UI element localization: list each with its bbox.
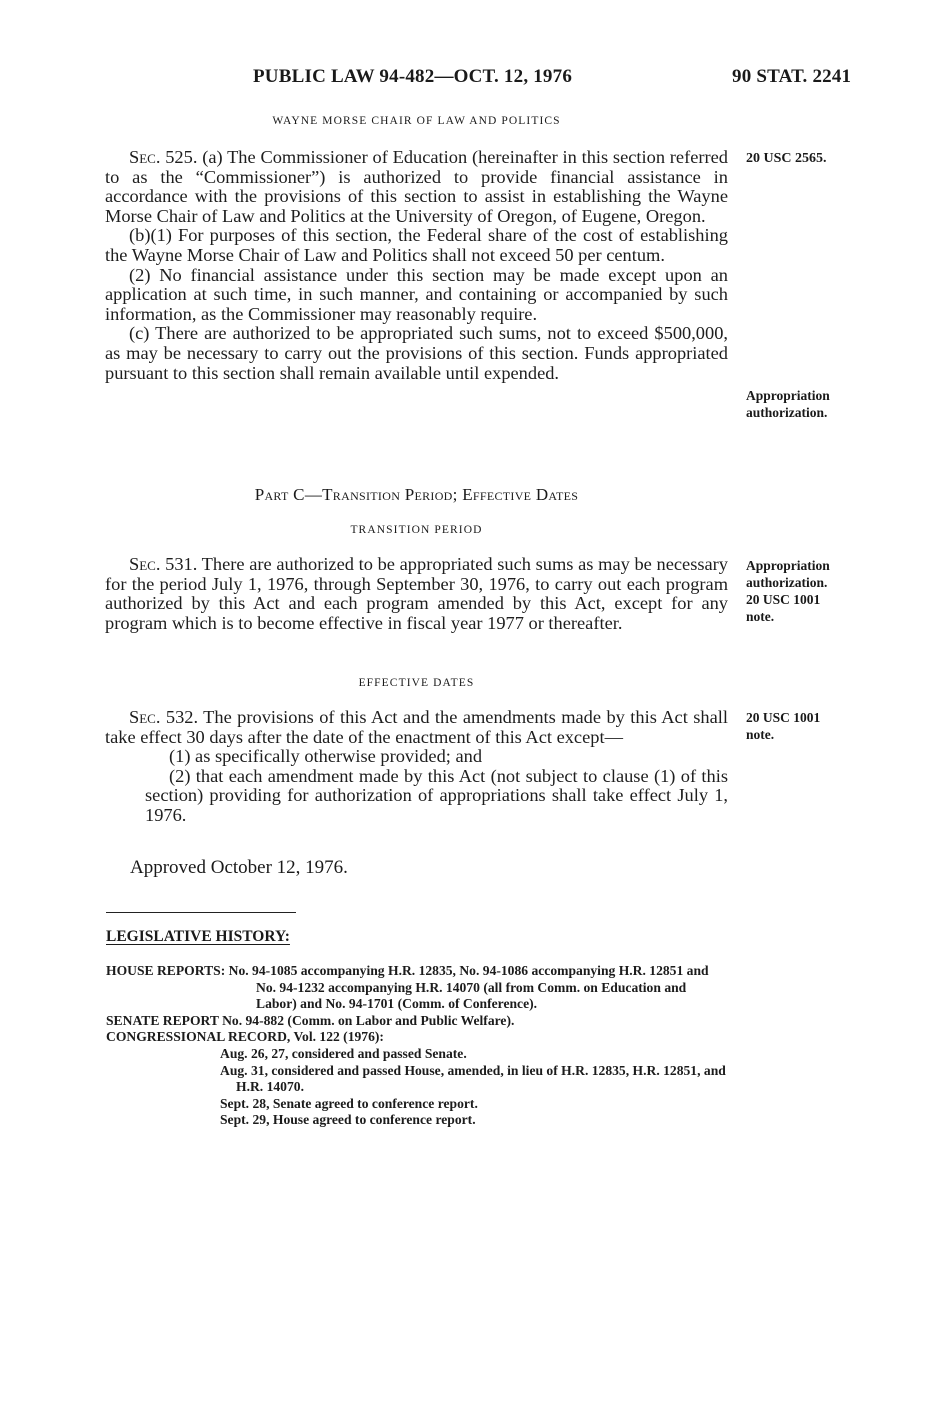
record-entry: Aug. 26, 27, considered and passed Senate. [220,1045,467,1061]
legislative-history-title: LEGISLATIVE HISTORY: [106,928,290,945]
page-header-title: PUBLIC LAW 94-482—OCT. 12, 1976 [253,66,573,87]
sec532-text: 532. The provisions of this Act and the amendments made by this Act shall take effect 30 days after the date of the enactment of this Act except— [105,707,728,747]
part-c-title: —Transition Period; Effective Dates [304,485,579,504]
sec531-body [105,555,728,633]
sec525-para-a-text: 525. (a) The Commissioner of Education (hereinafter in this section referred to as the “Commissioner”) is authorized to provide financial assistance in accordance with the provisions of this section to assist in establishing the Wayne Morse Chair of Law and Politics at the University of Oregon, of Eugene, Oregon. [105,147,728,226]
side-line: authorization. [746,405,828,420]
sec532-body [105,708,728,826]
sec532-item-2: (2) that each amendment made by this Act (not subject to clause (1) of this section) providing for authorization of appropriations shall take effect July 1, 1976. [145,765,728,825]
side-line: 20 USC 1001 [746,592,821,607]
record-entry: Aug. 31, considered and passed House, amended, in lieu of H.R. 12835, H.R. 12851, and H.R. 14070. [220,1062,726,1095]
legislative-history-body [106,963,729,1129]
congressional-record: CONGRESSIONAL RECORD, Vol. 122 (1976): [106,1029,384,1045]
sec525-para-c: (c) There are authorized to be appropriated such sums, not to exceed $500,000, as may be necessary to carry out the provisions of this section. Funds appropriated pursuant to this section shall remain available until expended. [105,323,728,383]
sec531-side-note [746,557,830,625]
record-entry: Sept. 28, Senate agreed to conference report. [220,1095,478,1111]
side-line: Appropriation [746,388,830,403]
sec525-para-a [105,148,728,226]
sec532-item-1: (1) as specifically otherwise provided; and [169,746,483,767]
sec531-heading: TRANSITION PERIOD [350,524,483,536]
sec-label: Sec. [129,707,161,727]
side-line: 20 USC 1001 [746,710,821,725]
sec525-para-b1: (b)(1) For purposes of this section, the Federal share of the cost of establishing the Wayne Morse Chair of Law and Politics shall not exceed 50 per centum. [105,225,728,265]
part-c-heading [105,485,728,505]
sec525-side-note: 20 USC 2565. [746,151,827,166]
sec532-heading: EFFECTIVE DATES [358,677,475,689]
sec532-para [105,708,728,747]
approved-date: Approved October 12, 1976. [130,857,348,878]
house-reports: HOUSE REPORTS: No. 94-1085 accompanying H.R. 12835, No. 94-1086 accompanying H.R. 12851 and No. 94-1232 accompanying H.R. 14070 (all from Comm. on Education and Labor) and No. 94-1701 (Comm. of Conference). [106,963,709,1012]
sec525-heading: WAYNE MORSE CHAIR OF LAW AND POLITICS [272,115,561,127]
senate-report: SENATE REPORT No. 94-882 (Comm. on Labor and Public Welfare). [106,1012,515,1028]
divider-rule [106,912,296,913]
side-line: note. [746,727,775,742]
sec525-body [105,148,728,383]
sec-label: Sec. [129,147,161,167]
sec-label: Sec. [129,554,161,574]
page-header-stat: 90 STAT. 2241 [732,66,852,87]
sec525-side-note-c [746,387,830,421]
side-line: authorization. [746,575,828,590]
side-line: note. [746,609,775,624]
side-line: Appropriation [746,558,830,573]
sec531-para [105,555,728,633]
part-c-prefix: Part C [254,485,305,504]
sec525-para-b2: (2) No financial assistance under this section may be made except upon an application at such time, in such manner, and containing or accompanied by such information, as the Commissioner may reasonably require. [105,264,728,324]
sec531-text: 531. There are authorized to be appropriated such sums as may be necessary for the period July 1, 1976, through September 30, 1976, to carry out each program authorized by this Act and each program amended by this Act, except for any program which is to become effective in fiscal year 1977 or thereafter. [105,554,728,633]
record-entry: Sept. 29, House agreed to conference report. [220,1112,476,1128]
sec532-side-note [746,709,820,743]
